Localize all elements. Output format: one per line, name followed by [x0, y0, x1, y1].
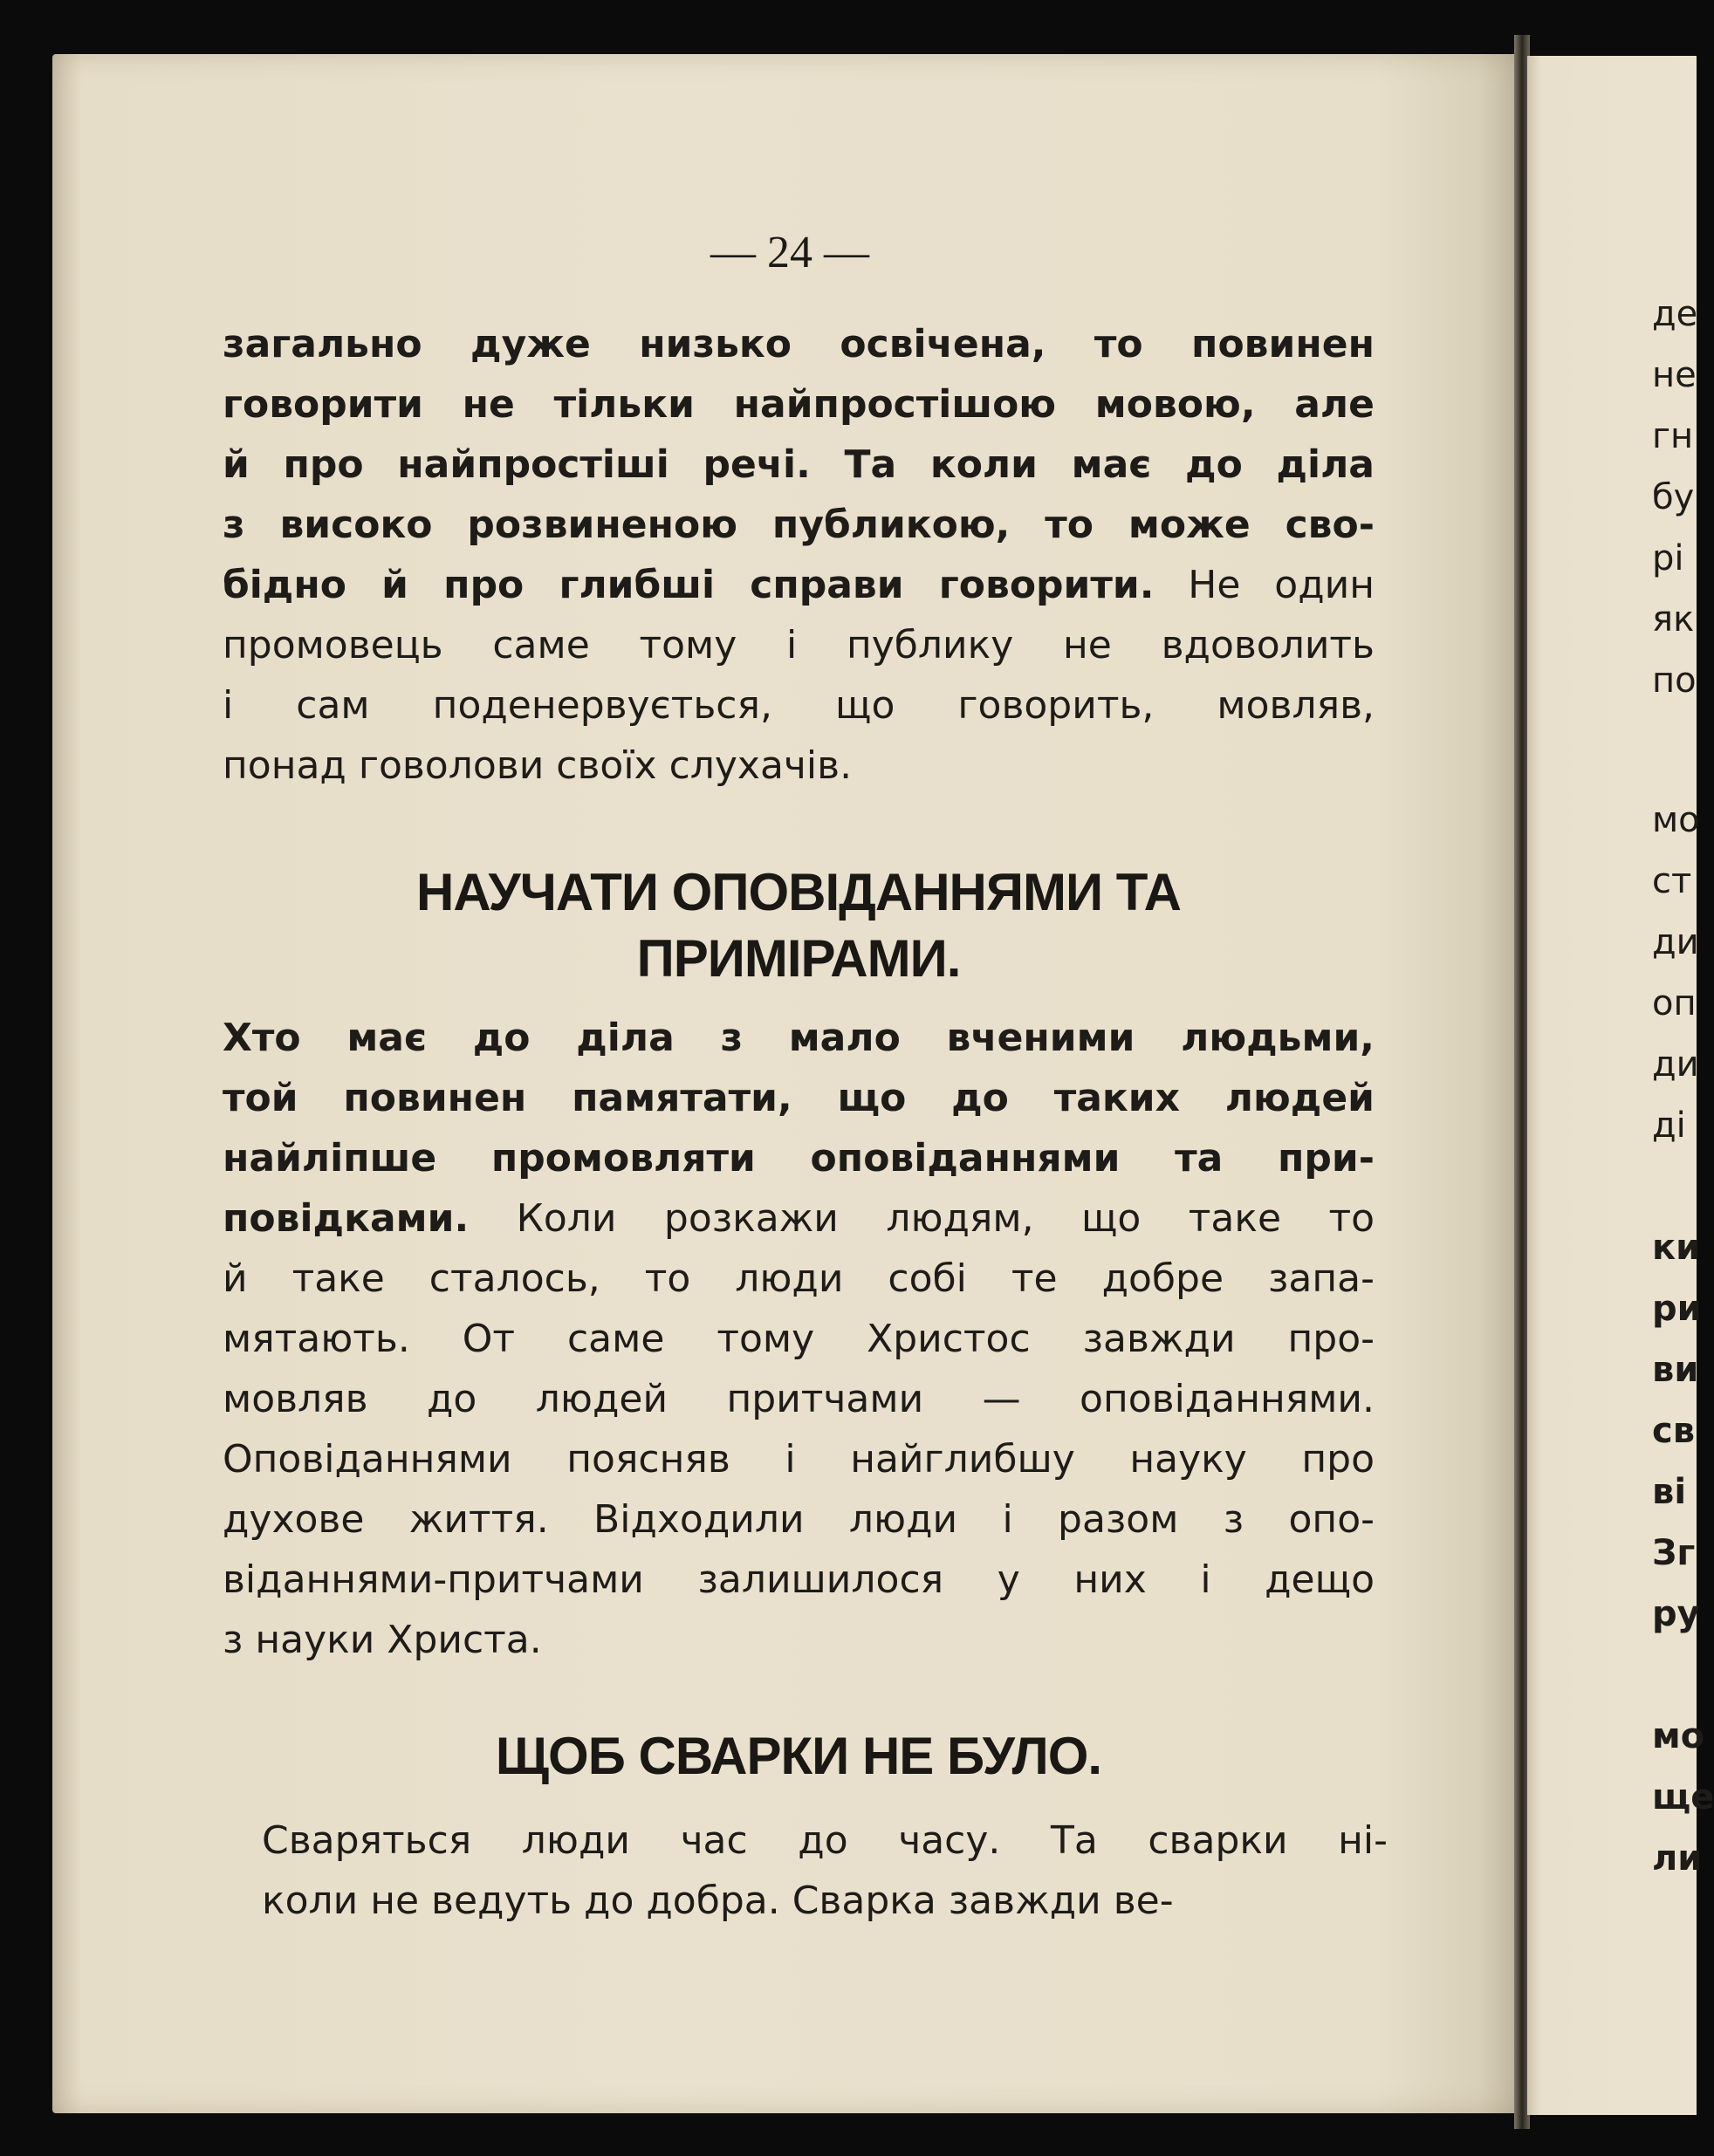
section1-heading-line1: НАУЧАТИ ОПОВІДАННЯМИ ТА: [416, 863, 1181, 921]
right-page-fragment: мо: [1652, 800, 1700, 840]
text-run: Оповіданнями поясняв і найглибшу науку про: [223, 1437, 1375, 1482]
text-line: [223, 1550, 1375, 1610]
text-run-bold: повідками.: [223, 1196, 470, 1241]
text-line: [223, 314, 1375, 374]
text-line: [223, 1610, 1375, 1670]
text-line: [262, 1871, 1388, 1931]
right-page-fragment: св: [1652, 1411, 1696, 1451]
text-run: говорити не тільки найпростішою мовою, але: [223, 382, 1375, 427]
text-line: [262, 1810, 1388, 1871]
text-line: [223, 736, 1375, 796]
text-run: промовець саме тому і публику не вдоволить: [223, 623, 1375, 667]
right-page-fragments-bottom: [1652, 1217, 1702, 1645]
text-run: той повинен памятати, що до таких людей: [223, 1076, 1375, 1120]
right-page-fragments-middle: [1652, 790, 1700, 1156]
text-line: [223, 555, 1375, 615]
right-page-fragment: як: [1652, 599, 1695, 640]
right-page-fragment: не: [1652, 355, 1697, 395]
text-run: духове життя. Відходили люди і разом з опо-: [223, 1497, 1375, 1542]
right-page-fragment: бу: [1652, 477, 1695, 517]
text-line: [223, 1188, 1375, 1249]
right-page-fragment: Зг: [1652, 1533, 1696, 1573]
text-line: [223, 1489, 1375, 1550]
text-run: загально дуже низько освічена, то повинен: [223, 322, 1375, 366]
right-page-fragment: ви: [1652, 1350, 1699, 1390]
text-run: і сам поденервується, що говорить, мовляв,: [223, 683, 1375, 728]
section2-heading: ЩОБ СВАРКИ НЕ БУЛО.: [495, 1727, 1102, 1785]
text-line: [223, 1249, 1375, 1309]
text-line: [223, 374, 1375, 435]
text-run: мовляв до людей притчами — оповіданнями.: [223, 1377, 1375, 1421]
text-run: Сваряться люди час до часу. Та сварки ні-: [262, 1818, 1388, 1863]
text-line: [223, 675, 1375, 736]
text-run: Хто має до діла з мало вченими людьми,: [223, 1016, 1375, 1060]
text-line: [223, 1369, 1375, 1429]
text-run: й про найпростіші речі. Та коли має до діла: [223, 442, 1375, 487]
right-page-fragment: ру: [1652, 1594, 1700, 1634]
text-run: з високо розвиненою публикою, то може сво-: [223, 503, 1375, 547]
right-page-fragment: ди: [1652, 922, 1699, 962]
text-line: [223, 615, 1375, 675]
right-page-fragment: ки: [1652, 1228, 1701, 1268]
page-number: — 24 —: [710, 228, 869, 277]
right-page-fragment: ді: [1652, 1105, 1686, 1146]
section1-heading: [223, 859, 1375, 992]
right-page-fragment: оп: [1652, 983, 1697, 1023]
text-run: понад говолови своїх слухачів.: [223, 743, 853, 788]
text-line: [223, 1309, 1375, 1369]
text-run: віданнями-притчами залишилося у них і дещо: [223, 1557, 1375, 1602]
right-page-fragment: ри: [1652, 1289, 1702, 1329]
right-page-fragment: рі: [1652, 538, 1684, 578]
text-line: [223, 1429, 1375, 1489]
text-line: [223, 1128, 1375, 1188]
right-page-fragment: мо: [1652, 1716, 1705, 1756]
right-page-fragment: ст: [1652, 861, 1692, 901]
text-run: коли не ведуть до добра. Сварка завжди ве-: [262, 1879, 1174, 1923]
right-page-fragments-last: [1652, 1706, 1714, 1889]
text-run: й таке сталось, то люди собі те добре запа-: [223, 1256, 1375, 1301]
text-run: з науки Христа.: [223, 1618, 542, 1662]
text-line: [223, 435, 1375, 495]
right-page-fragment: ві: [1652, 1472, 1687, 1512]
text-line: [223, 1068, 1375, 1128]
right-page-fragment: ди: [1652, 1044, 1699, 1085]
right-page-fragment: гн: [1652, 416, 1694, 456]
section2-paragraph: [262, 1810, 1388, 1931]
text-run: мятають. От саме тому Христос завжди про-: [223, 1317, 1375, 1361]
right-page-fragments-top: [1652, 284, 1697, 711]
right-page-fragment: ще: [1652, 1777, 1714, 1817]
text-line: [223, 1008, 1375, 1068]
intro-paragraph: [223, 314, 1375, 796]
text-line: [223, 495, 1375, 555]
section1-paragraph: [223, 1008, 1375, 1670]
text-run-regular: Не один: [1154, 563, 1375, 607]
text-run: найліпше промовляти оповіданнями та при-: [223, 1136, 1375, 1181]
right-page-fragment: де: [1652, 294, 1698, 334]
text-run-bold: бідно й про глибші справи говорити.: [223, 563, 1155, 607]
text-run-regular: Коли розкажи людям, що таке то: [469, 1196, 1375, 1241]
right-page-fragment: по: [1652, 660, 1697, 701]
section1-heading-line2: ПРИМІРАМИ.: [636, 929, 961, 988]
right-page-fragment: ли: [1652, 1838, 1703, 1879]
